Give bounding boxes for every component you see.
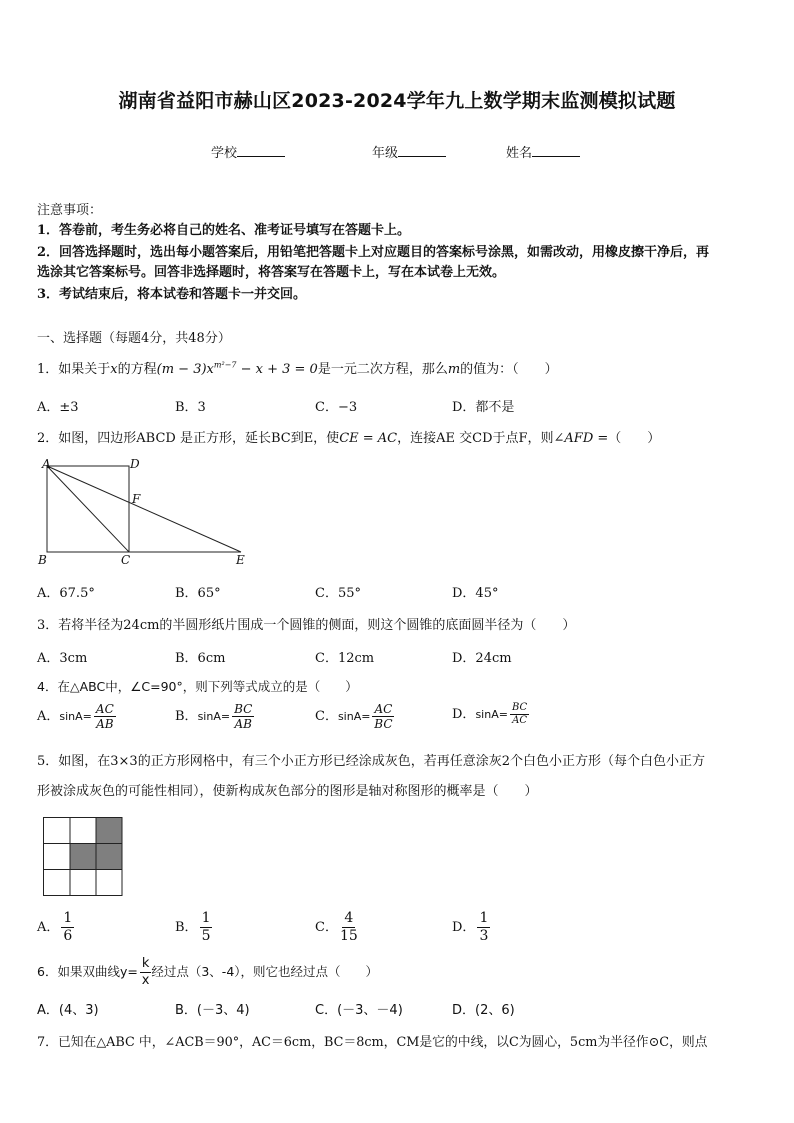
notice-item-2a: 2．回答选择题时，选出每小题答案后，用铅笔把答题卡上对应题目的答案标号涂黑，如需改动，用橡皮擦干净后，再: [37, 245, 710, 260]
section-heading: 一、选择题（每题4分，共48分）: [37, 331, 231, 346]
label-f: F: [132, 492, 141, 506]
label-e: E: [236, 553, 245, 567]
q4-option-d: D．sinA= $\frac{BC}{AC}$: [452, 702, 528, 726]
q2-option-b: B．65°: [175, 586, 221, 601]
label-a: A: [42, 457, 51, 471]
page-title: 湖南省益阳市赫山区2023-2024学年九上数学期末监测模拟试题: [118, 90, 676, 112]
q6-option-a: A．(4、3): [37, 1003, 99, 1018]
notice-item-1: 1．答卷前，考生务必将自己的姓名、准考证号填写在答题卡上。: [37, 223, 411, 238]
q5-option-a: A． $\frac{1}{6}$: [37, 910, 73, 944]
question-1: 1．如果关于x的方程$(m - 3)x^{m^2-7} - x + 3 = 0$是一元二次方程，那么m的值为：（ ）: [37, 360, 558, 377]
q1-option-a: A．±3: [37, 400, 79, 415]
notice-item-3: 3．考试结束后，将本试卷和答题卡一并交回。: [37, 287, 307, 302]
school-field: 学校: [211, 142, 285, 161]
question-6: 6．如果双曲线y= $\frac{k}{x}$ 经过点（3、-4），则它也经过点（ ）: [37, 956, 379, 988]
q3-option-b: B．6cm: [175, 651, 226, 666]
name-field: 姓名: [506, 142, 580, 161]
q6-option-d: D．(2、6): [452, 1003, 515, 1018]
q5-option-d: D． $\frac{1}{3}$: [452, 910, 489, 944]
q1-option-c: C．−3: [315, 400, 358, 415]
label-b: B: [38, 553, 47, 567]
question-4: 4．在△ABC中，∠C=90°，则下列等式成立的是（ ）: [37, 679, 358, 694]
notice-item-2b: 选涂其它答案标号。回答非选择题时，将答案写在答题卡上，写在本试卷上无效。: [37, 265, 506, 280]
q2-option-d: D．45°: [452, 586, 499, 601]
q4-option-b: B．sinA= $\frac{BC}{AB}$: [175, 702, 253, 731]
q2-option-a: A．67.5°: [37, 586, 95, 601]
q4-option-a: A．sinA= $\frac{AC}{AB}$: [37, 702, 114, 731]
question-5-line-2: 形被涂成灰色的可能性相同），使新构成灰色部分的图形是轴对称图形的概率是（ ）: [37, 784, 538, 799]
notice-heading: 注意事项：: [37, 203, 103, 218]
q6-option-b: B．(－3、4): [175, 1003, 250, 1018]
question-3: 3．若将半径为24cm的半圆形纸片围成一个圆锥的侧面，则这个圆锥的底面圆半径为（ ）: [37, 618, 576, 633]
question-5-line-1: 5．如图，在3×3的正方形网格中，有三个小正方形已经涂成灰色，若再任意涂灰2个白色小正方形（每个白色小正方: [37, 754, 705, 769]
q6-option-c: C．(－3、－4): [315, 1003, 403, 1018]
q1-option-b: B．3: [175, 400, 206, 415]
q5-option-c: C． $\frac{4}{15}$: [315, 910, 358, 944]
q3-option-c: C．12cm: [315, 651, 375, 666]
grade-field: 年级: [372, 142, 446, 161]
q5-option-b: B． $\frac{1}{5}$: [175, 910, 211, 944]
question-7: 7．已知在△ABC 中，∠ACB＝90°，AC＝6cm，BC＝8cm，CM是它的中线，以C为圆心，5cm为半径作⊙C，则点: [37, 1035, 708, 1050]
square-figure: [36, 456, 256, 570]
label-d: D: [130, 457, 140, 471]
q2-option-c: C．55°: [315, 586, 361, 601]
question-2: 2．如图，四边形ABCD 是正方形，延长BC到E，使CE = AC，连接AE 交CD于点F，则∠AFD =（ ）: [37, 431, 661, 446]
label-c: C: [121, 553, 131, 567]
q1-option-d: D．都不是: [452, 400, 515, 415]
q4-option-c: C．sinA= $\frac{AC}{BC}$: [315, 702, 393, 731]
q3-option-a: A．3cm: [37, 651, 88, 666]
grid-figure: [43, 817, 123, 896]
q3-option-d: D．24cm: [452, 651, 512, 666]
